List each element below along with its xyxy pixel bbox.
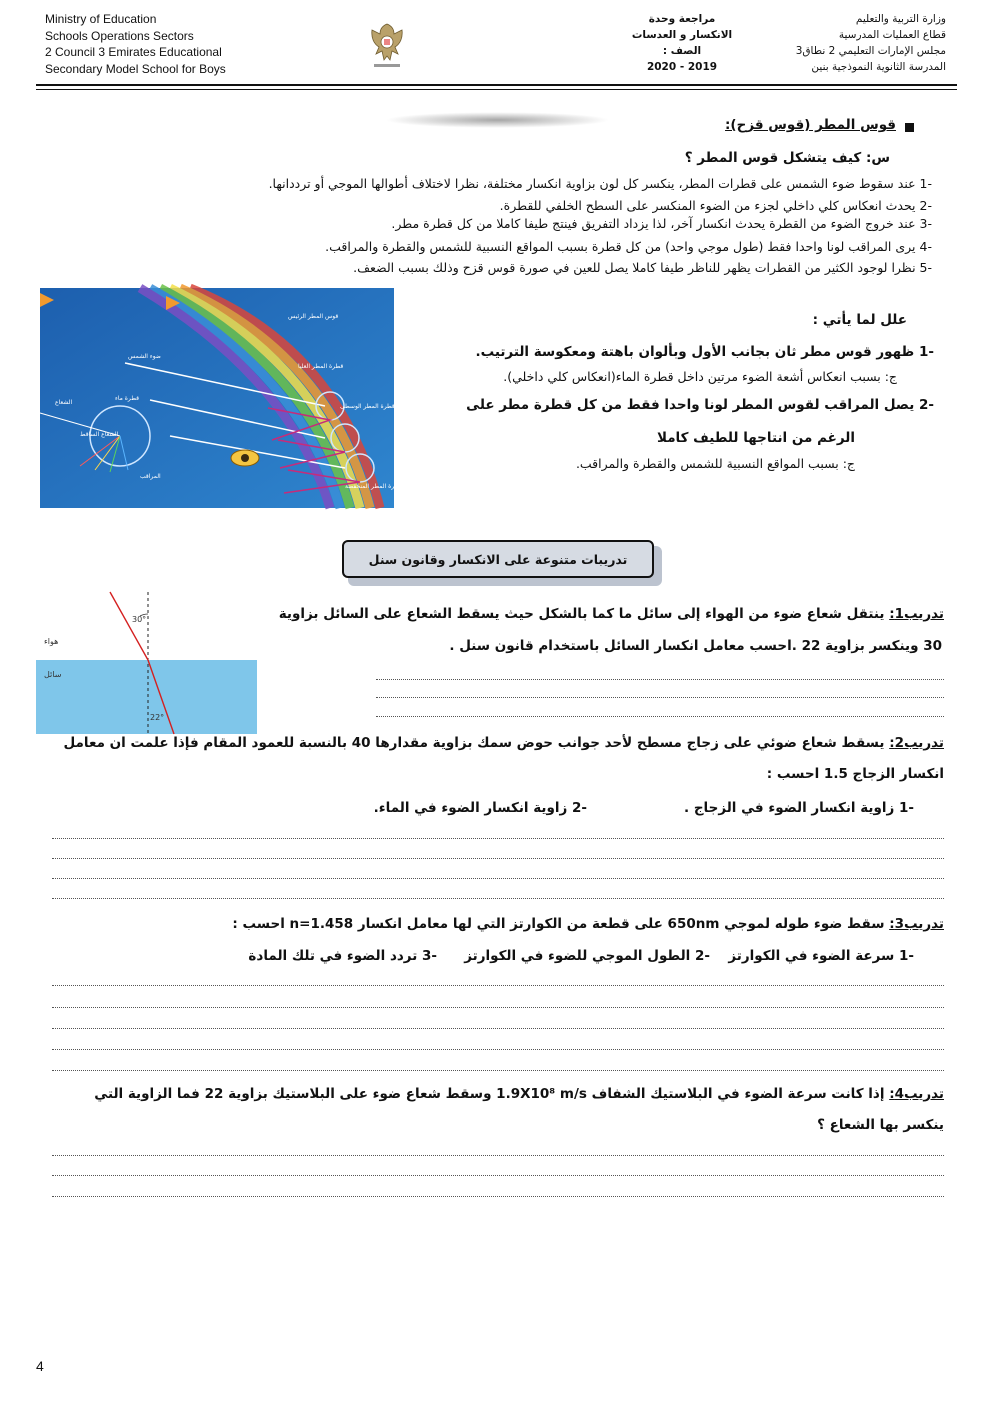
exercise-text: ينتقل شعاع ضوء من الهواء إلى سائل ما كما بالشكل حيث يسقط الشعاع على السائل بزاوية [278,606,885,622]
step-number: -3 [919,216,932,231]
rainbow-heading: قوس المطر (قوس قزح): [725,117,896,133]
step-number: -4 [919,239,932,254]
exercise-1-line2: 30 وينكسر بزاوية 22 .احسب معامل انكسار السائل باستخدام قانون سنل . [449,638,942,654]
exercise-text: إذا كانت سرعة الضوء في البلاستيك الشفاف 1.9X10⁸ m/s وسقط شعاع ضوء على البلاستيك بزاوية 22 فما الزاوية التي [94,1086,885,1102]
answer-line [52,1007,944,1008]
exercise-text: سقط ضوء طوله لموجي 650nm على قطعة من الكوارتز التي لها معامل انكسار n=1.458 احسب : [232,916,885,932]
rainbow-step [92,197,932,214]
eye-icon [231,450,259,466]
label-raindrop: قطرة ماء [115,395,140,402]
grade-label: الصف : [662,45,702,57]
rainbow-question: س: كيف يتشكل قوس المطر ؟ [684,150,890,166]
header-left-line: 2 Council 3 Emirates Educational [45,45,222,59]
header-left [45,11,285,77]
exercise-label: تدريب2: [889,735,944,751]
explain-number: -1 [918,344,934,360]
header-left-line: Ministry of Education [45,12,157,26]
answer-line [52,1196,944,1197]
school-year: 2020 - 2019 [646,61,718,73]
answer-line [52,1028,944,1029]
label-lower-drop: قطرة المطر المنخفضة [345,483,403,490]
step-number: -1 [919,176,932,191]
exercise-3-part: -1 سرعة الضوء في الكوارتز [728,948,914,964]
explain-question [475,344,934,360]
explain-number: -2 [918,397,934,413]
header-right-line: مجلس الإمارات التعليمي 2 نطاق3 [795,45,946,57]
answer-line [376,697,944,698]
rainbow-figure [40,288,403,508]
angle-top-label: 30° [132,615,147,624]
angle-bottom-label: 22° [150,713,165,722]
header-left-line: Schools Operations Sectors [45,28,194,43]
exercise-label: تدريب3: [889,916,944,932]
exercise-text: يسقط شعاع ضوئي على زجاج مسطح لأحد جوانب حوض سمك بزاوية مقدارها 40 بالنسبة للعمود المقام فإذا علمت ان معامل [63,735,885,751]
header-rule-thin [36,89,957,90]
label-primary-bow: قوس المطر الرئيس [288,313,339,320]
exercise-1 [279,606,944,622]
liquid-label: سائل [44,670,62,679]
exercises-title: تدريبات متنوعة على الانكسار وقانون سنل [368,551,628,567]
rainbow-step [92,259,932,276]
header-left-line: Secondary Model School for Boys [45,61,226,76]
step-text: نظرا لوجود الكثير من القطرات يظهر للناظر طيفا كاملا يصل للعين في صورة قوس قزح وذلك بسبب الضعف. [353,260,916,275]
step-text: عند خروج الضوء من القطرة يحدث انكسار آخر، لذا يزداد التفريق فينتج طيفا كاملا من كل قطرة مطر. [391,216,916,231]
exercise-2-line2: انكسار الزجاج 1.5 احسب : [766,766,944,782]
answer-line [376,679,944,680]
label-ray: الشعاع الساقط [80,431,119,438]
bullet-square-icon [905,123,914,132]
uae-emblem-icon [362,20,412,72]
exercise-label: تدريب4: [889,1086,944,1102]
answer-line [52,985,944,986]
step-number: -5 [919,260,932,275]
header-right-line: وزارة التربية والتعليم [855,13,946,25]
label-middle-drop: قطرة المطر الوسطى [340,403,395,410]
exercise-2-part: -1 زاوية انكسار الضوء في الزجاج . [683,800,914,816]
label-observer: المراقب [140,473,161,480]
answer-line [52,878,944,879]
rainbow-step [92,175,932,192]
step-number: -2 [919,198,932,213]
refraction-figure [36,592,258,735]
header-right [746,11,946,75]
rainbow-step [92,215,932,232]
air-label: هواء [44,637,59,646]
header-center [630,11,734,75]
exercise-4-line2: ينكسر بها الشعاع ؟ [817,1117,944,1133]
step-text: يحدث انعكاس كلي داخلي لجزء من الضوء المنكسر على السطح الخلفي للقطرة. [499,198,916,213]
answer-line [376,716,944,717]
step-text: عند سقوط ضوء الشمس على قطرات المطر، ينكسر كل لون بزاوية انكسار مختلفة، نظرا لاختلاف أطوالها الموجي أو ترددانها. [268,176,916,191]
answer-line [52,898,944,899]
exercise-2 [63,735,944,751]
answer-line [52,1175,944,1176]
answer-line [52,1155,944,1156]
answer-line [52,858,944,859]
exercise-3-part: -2 الطول الموجي للضوء في الكوارتز [464,948,710,964]
explain-text: ظهور قوس مطر ثان بجانب الأول وبألوان باهتة ومعكوسة الترتيب. [475,344,915,360]
exercise-3-part: -3 تردد الضوء في تلك المادة [248,948,437,964]
label-incident: الشعاع [55,399,73,406]
unit-title: الانكسار و العدسات [631,29,733,41]
page-number: 4 [36,1358,44,1374]
header-right-line: قطاع العمليات المدرسية [838,29,946,41]
exercise-4 [94,1086,944,1102]
header-rule [36,84,957,86]
explain-answer: ج: بسبب انعكاس أشعة الضوء مرتين داخل قطرة الماء(انعكاس كلي داخلي). [503,369,897,384]
exercises-title-box [342,540,654,578]
answer-line [52,838,944,839]
label-sunlight: ضوء الشمس [128,353,161,360]
answer-line [52,1049,944,1050]
rainbow-step [92,238,932,255]
explain-answer: ج: بسبب المواقع النسبية للشمس والقطرة والمراقب. [575,456,855,471]
header-right-line: المدرسة الثانوية النموذجية بنين [811,61,946,73]
answer-line [52,1070,944,1071]
heading-shadow [385,112,610,128]
exercise-label: تدريب1: [889,606,944,622]
explain-title: علل لما يأتي : [812,312,907,328]
unit-review-label: مراجعة وحدة [648,13,716,25]
explain-question-cont: الرغم من انتاجها للطيف كاملا [656,430,855,446]
label-upper-drop: قطرة المطر العليا [298,363,344,370]
explain-question [466,397,934,413]
exercise-3 [232,916,944,932]
exercise-2-part: -2 زاوية انكسار الضوء في الماء. [373,800,587,816]
explain-text: يصل المراقب لقوس المطر لونا واحدا فقط من كل قطرة مطر على [466,397,915,413]
step-text: يرى المراقب لونا واحدا فقط (طول موجي واحد) من كل قطرة بسبب المواقع النسبية للشمس والقطرة والمراقب. [325,239,916,254]
